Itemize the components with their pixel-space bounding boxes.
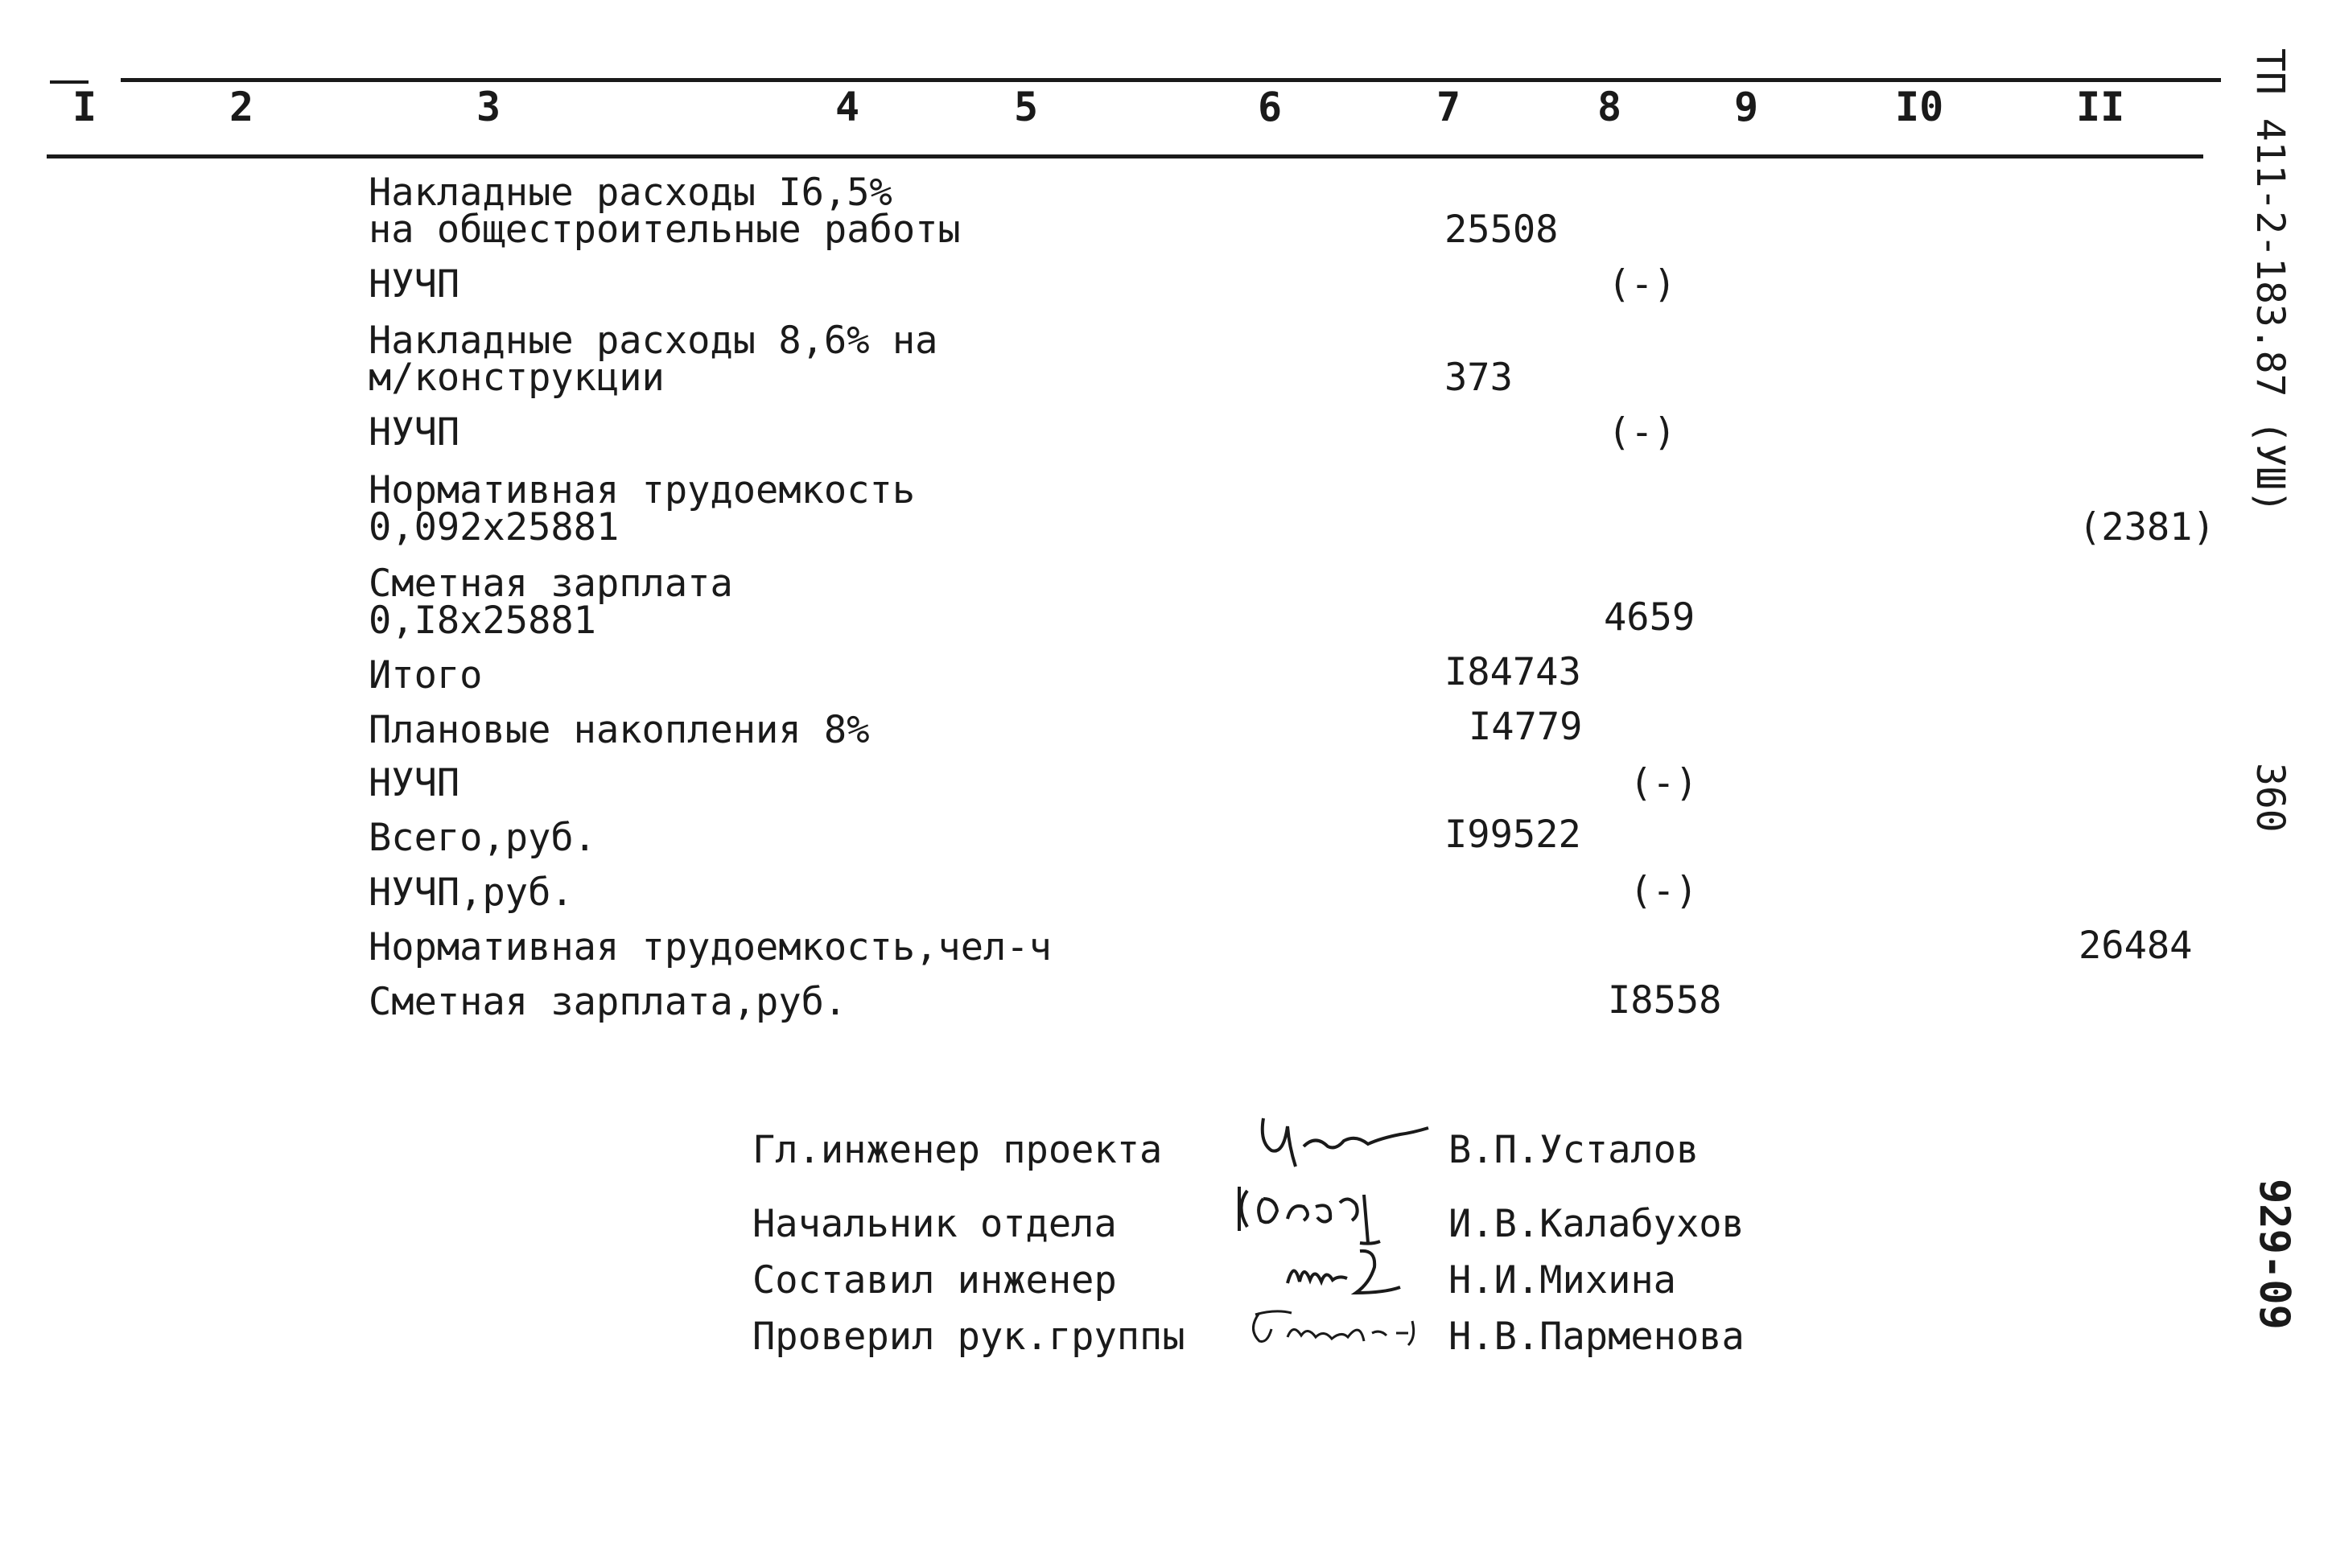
row-value-col11: (2381) (2079, 505, 2215, 549)
row-value-col7: I84743 (1444, 650, 1581, 694)
row-text-line1: Сметная зарплата (369, 562, 733, 606)
column-number-9: 9 (1734, 84, 1759, 130)
row-value-col7: 373 (1444, 356, 1513, 400)
row-value-col11: 26484 (2079, 924, 2193, 968)
signature-parmenova (1243, 1297, 1428, 1361)
row-text-line1: Плановые накопления 8% (369, 708, 870, 752)
signature-name: Н.В.Парменова (1448, 1315, 1745, 1359)
row-text-line2: м/конструкции (369, 356, 665, 400)
row-text-line2: на общестроительные работы (369, 208, 961, 252)
column-number-3: 3 (476, 84, 501, 130)
top-rule (121, 78, 2221, 82)
row-text-line1: НУЧП (369, 761, 460, 805)
row-value-col7: I99522 (1444, 813, 1581, 857)
signature-role: Начальник отдела (752, 1202, 1117, 1246)
signature-role: Составил инженер (752, 1258, 1117, 1303)
row-text-line1: НУЧП (369, 410, 460, 455)
row-text-line2: 0,I8x25881 (369, 599, 596, 643)
column-number-7: 7 (1436, 84, 1461, 130)
row-value-col8: (-) (1630, 761, 1698, 805)
row-text-line1: Всего,руб. (369, 816, 596, 860)
column-number-6: 6 (1258, 84, 1283, 130)
column-number-2: 2 (229, 84, 254, 130)
row-text-line1: Накладные расходы 8,6% на (369, 319, 938, 363)
row-text-line1: Сметная зарплата,руб. (369, 980, 847, 1024)
row-value-col8: (-) (1608, 410, 1676, 455)
row-value-col7: I4779 (1469, 705, 1583, 749)
row-text-line1: Нормативная трудоемкость (369, 468, 916, 512)
column-number-5: 5 (1014, 84, 1039, 130)
row-value-col8: (-) (1608, 262, 1676, 307)
signature-name: Н.И.Михина (1448, 1258, 1676, 1303)
row-value-col8: I8558 (1608, 978, 1722, 1023)
page-number-vertical: 360 (2248, 763, 2293, 833)
column-number-8: 8 (1597, 84, 1622, 130)
column-number-4: 4 (835, 84, 860, 130)
row-text-line1: Нормативная трудоемкость,чел-ч (369, 925, 1052, 969)
signature-name: И.В.Калабухов (1448, 1202, 1745, 1246)
row-text-line1: НУЧП (369, 262, 460, 307)
row-text-line2: 0,092x25881 (369, 505, 620, 549)
row-text-line1: НУЧП,руб. (369, 870, 574, 915)
column-number-10: I0 (1895, 84, 1944, 130)
sheet-code-vertical: 929-09 (2250, 1179, 2298, 1330)
column-number-11: II (2076, 84, 2125, 130)
column-number-1: I (72, 84, 97, 130)
row-text-line1: Итого (369, 653, 483, 698)
document-code-vertical: ТП 411-2-183.87 (УШ) (2248, 48, 2293, 513)
row-value-col8: 4659 (1604, 595, 1696, 640)
row-value-col7: 25508 (1444, 208, 1559, 252)
signature-role: Проверил рук.группы (752, 1315, 1185, 1359)
header-bottom-rule (47, 154, 2203, 158)
row-value-col8: (-) (1630, 869, 1698, 913)
signature-name: В.П.Усталов (1448, 1128, 1700, 1172)
signature-role: Гл.инженер проекта (752, 1128, 1163, 1172)
row-text-line1: Накладные расходы I6,5% (369, 171, 892, 215)
